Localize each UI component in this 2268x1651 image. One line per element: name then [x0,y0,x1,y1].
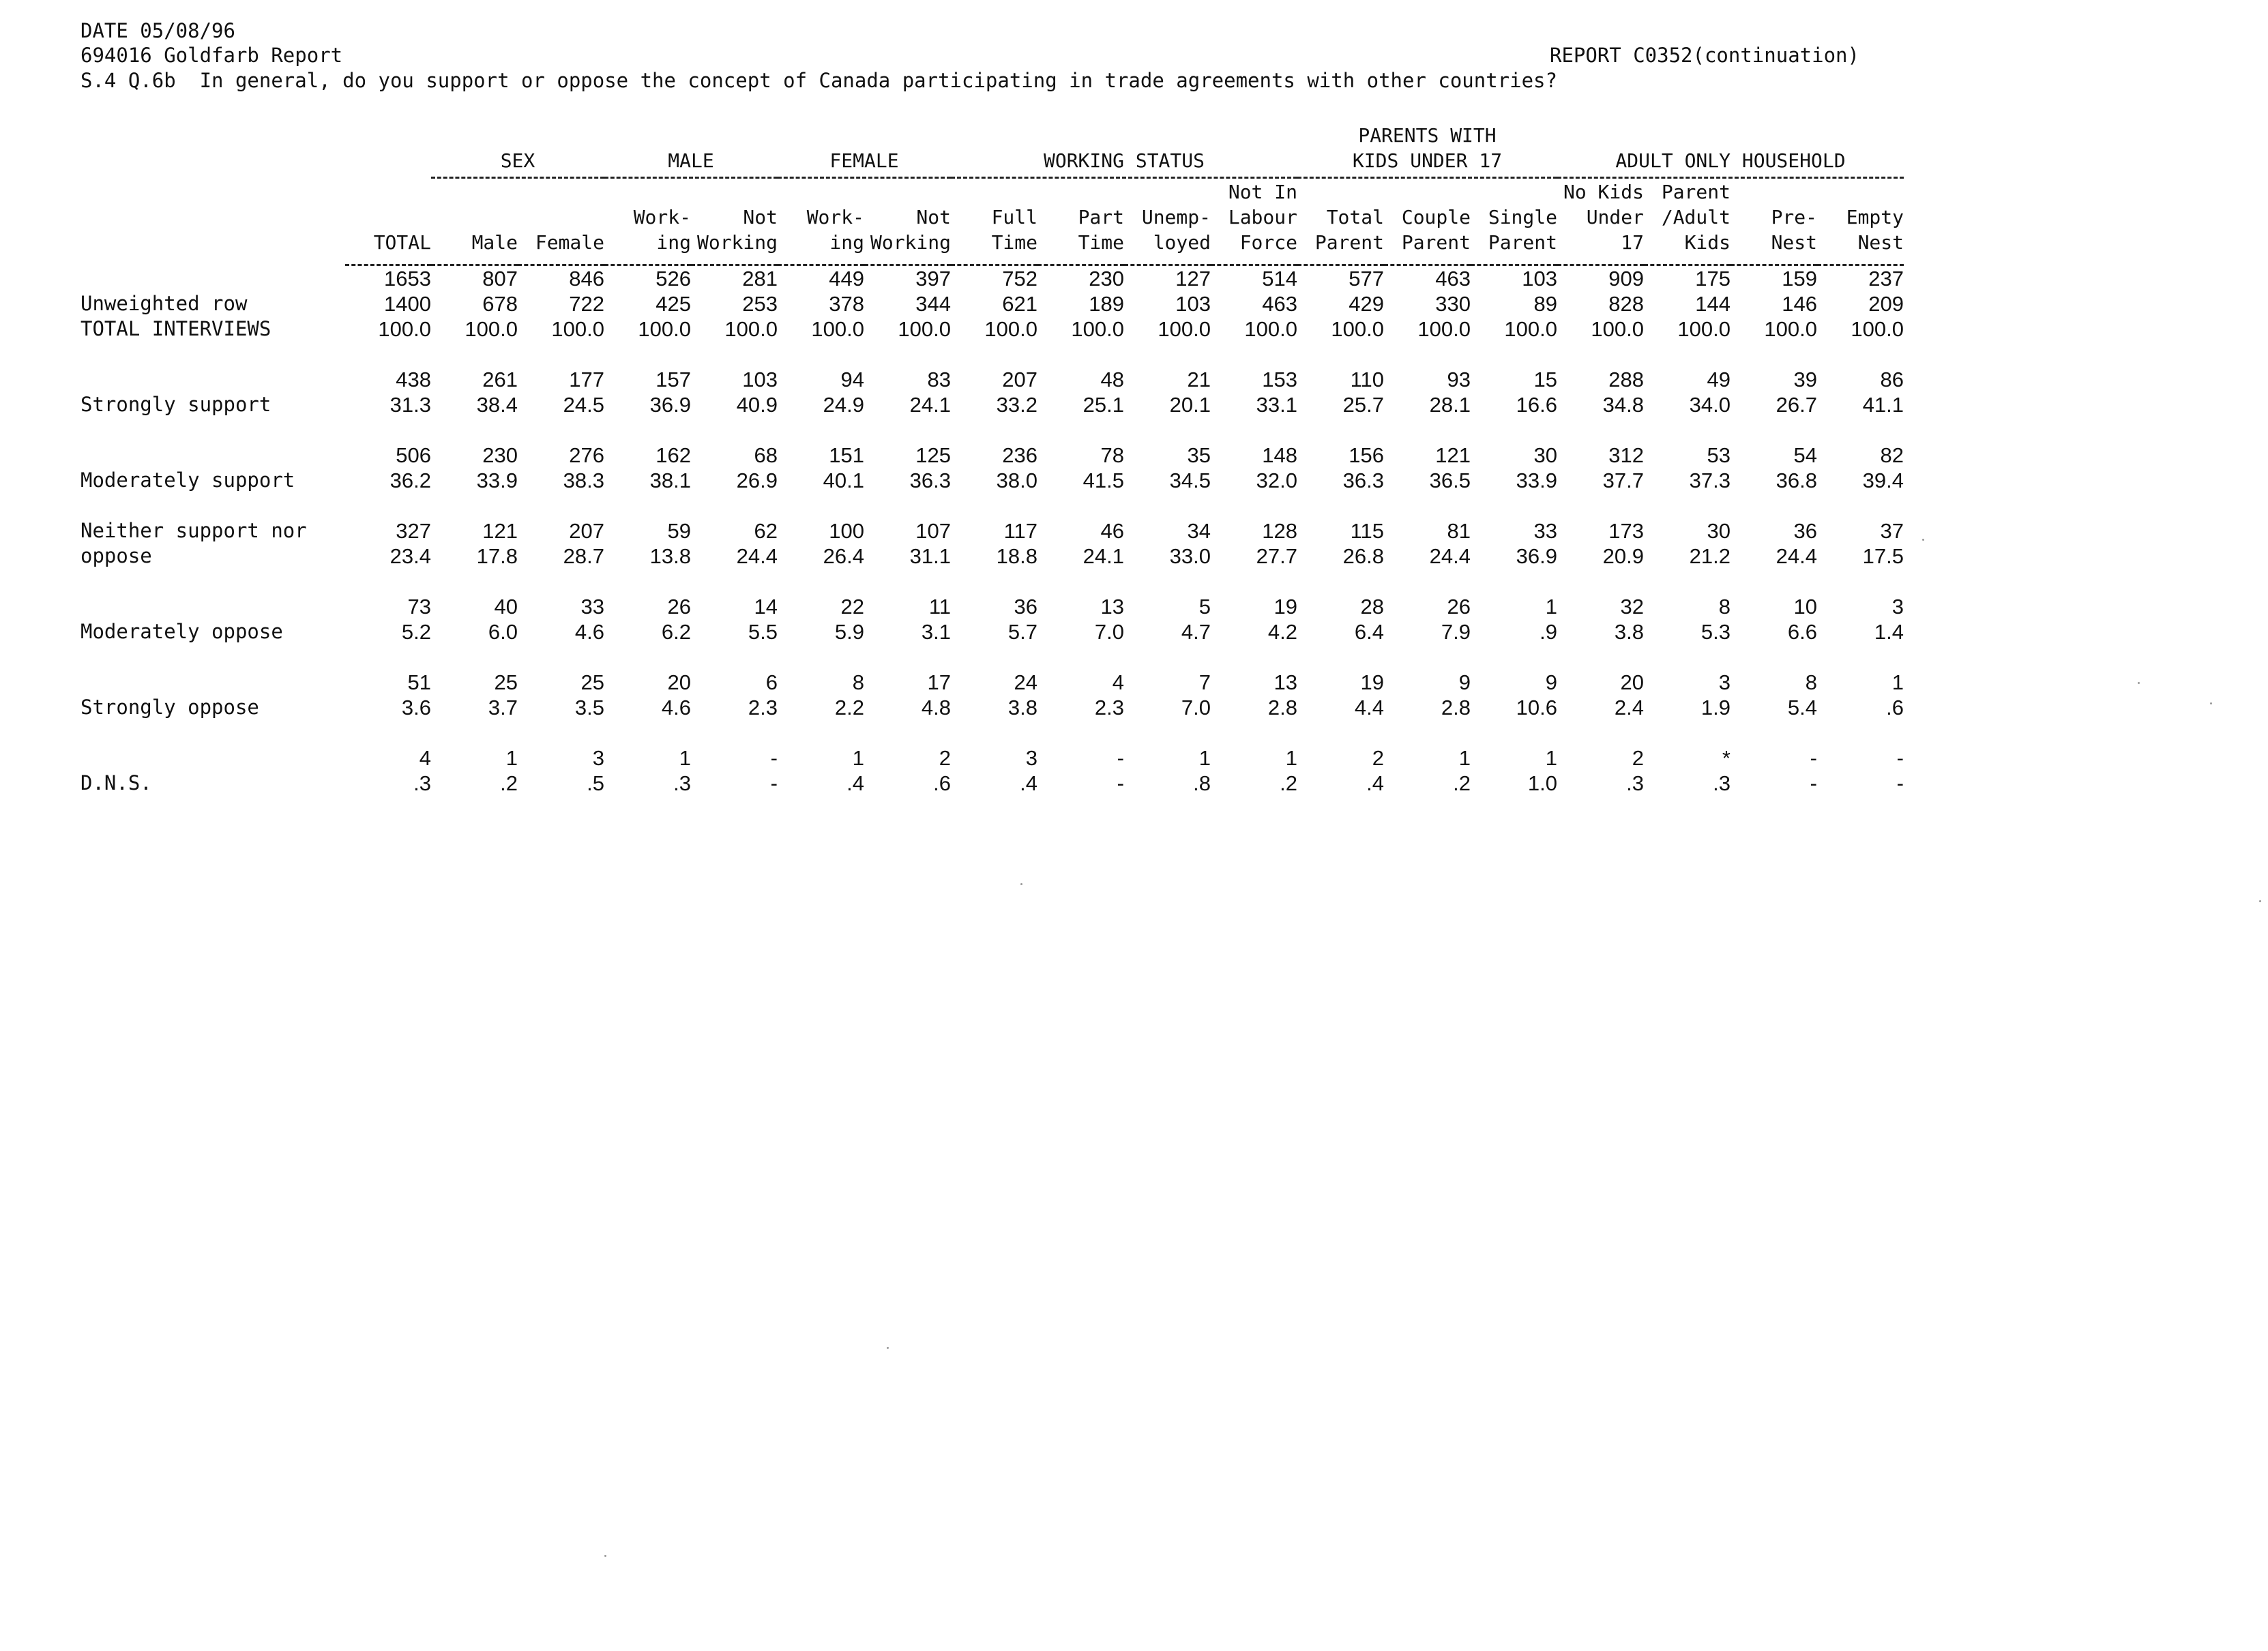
column-header: Female [535,231,604,254]
data-cell: 15 16.6 [1516,368,1557,417]
data-cell: 1 .2 [1280,746,1297,795]
group-header-total [345,120,431,173]
data-cell: 526 425 100.0 [638,267,691,341]
data-cell: 312 37.7 [1602,443,1644,492]
scan-speck [2138,682,2140,684]
column-header: Single Parent [1488,206,1557,254]
data-cell: 127 103 100.0 [1158,267,1211,341]
table-body [80,266,1904,796]
data-cell: 156 36.3 [1342,443,1384,492]
column-header-row [80,179,1904,255]
row-spacer [80,720,1904,745]
scan-speck [1020,883,1022,885]
data-cell: 49 34.0 [1689,368,1731,417]
data-cell: 1 .2 [500,746,518,795]
data-cell: 157 36.9 [649,368,691,417]
data-cell: 9 10.6 [1516,670,1557,719]
data-cell: 463 330 100.0 [1417,267,1471,341]
data-cell: 121 17.8 [476,519,518,568]
row-spacer [80,493,1904,518]
data-cell: 151 40.1 [823,443,864,492]
row-label: Unweighted row TOTAL INTERVIEWS [80,292,271,340]
data-cell: 110 25.7 [1342,368,1384,417]
column-underline [1297,255,1384,266]
data-cell: 33 36.9 [1516,519,1557,568]
data-cell: 93 28.1 [1429,368,1471,417]
data-cell: 13 2.8 [1267,670,1297,719]
column-underline [518,255,604,266]
data-cell: 53 37.3 [1689,443,1731,492]
data-cell: 20 2.4 [1614,670,1644,719]
data-cell: 51 3.6 [401,670,431,719]
data-cell: 175 144 100.0 [1677,267,1731,341]
data-cell: 276 38.3 [563,443,604,492]
group-header-parents: PARENTS WITH KIDS UNDER 17 [1352,124,1503,172]
row-label: Strongly oppose [80,696,259,719]
data-cell: 1 .9 [1540,595,1557,644]
column-header: Part Time [1078,206,1124,254]
data-cell: 26 7.9 [1441,595,1471,644]
data-cell: 11 3.1 [921,595,951,644]
row-label: Neither support nor oppose [80,519,307,567]
column-header: Work- ing [633,206,691,254]
column-header: Work- ing [806,206,864,254]
data-cell: 2 .6 [933,746,951,795]
data-cell: 20 4.6 [661,670,691,719]
column-underline [604,255,691,266]
data-cell: 8 5.4 [1787,670,1817,719]
data-cell: 752 621 100.0 [984,267,1037,341]
column-underline [864,255,951,266]
scan-speck [2259,900,2261,902]
data-cell: 73 5.2 [401,595,431,644]
data-cell: 807 678 100.0 [465,267,518,341]
scan-speck [2210,702,2212,704]
column-header: Not In Labour Force [1228,181,1297,254]
data-cell: 162 38.1 [649,443,691,492]
data-cell: 19 4.2 [1267,595,1297,644]
data-cell: 78 41.5 [1083,443,1124,492]
column-underline [431,255,518,266]
data-cell: 125 36.3 [909,443,951,492]
column-underline [1211,255,1297,266]
data-cell: 94 24.9 [823,368,864,417]
data-cell: 48 25.1 [1083,368,1124,417]
data-cell: 1653 1400 100.0 [378,267,431,341]
column-header: Parent /Adult Kids [1661,181,1731,254]
group-underline-row [80,173,1904,179]
data-cell: 159 146 100.0 [1764,267,1817,341]
data-cell: 506 36.2 [389,443,431,492]
row-spacer [80,417,1904,443]
column-header: Not Working [870,206,951,254]
data-cell: 24 3.8 [1007,670,1037,719]
data-cell: - - [1117,746,1124,795]
table-row [80,367,1904,417]
data-cell: 103 40.9 [736,368,778,417]
column-header-stub [80,179,345,255]
scan-speck [1922,539,1924,541]
data-cell: * .3 [1713,746,1731,795]
scan-speck [604,1555,606,1557]
data-cell: 33 4.6 [574,595,604,644]
table-row [80,594,1904,644]
column-underline [1731,255,1817,266]
data-cell: 14 5.5 [748,595,778,644]
data-cell: 115 26.8 [1342,519,1384,568]
data-cell: 449 378 100.0 [811,267,864,341]
data-cell: 173 20.9 [1602,519,1644,568]
data-cell: 30 21.2 [1689,519,1731,568]
data-cell: 17 4.8 [921,670,951,719]
data-cell: - - [1896,746,1904,795]
data-cell: 128 27.7 [1256,519,1297,568]
data-cell: 1 .4 [846,746,864,795]
column-header: No Kids Under 17 [1563,181,1644,254]
group-underline [1557,173,1904,179]
column-underline [1557,255,1644,266]
data-cell: 6 2.3 [748,670,778,719]
data-cell: 1 1.0 [1527,746,1557,795]
data-cell: 1 .3 [673,746,691,795]
data-cell: 230 189 100.0 [1071,267,1124,341]
data-cell: 25 3.7 [488,670,518,719]
data-cell: 327 23.4 [389,519,431,568]
column-header: TOTAL [373,231,431,254]
group-underline [431,173,604,179]
group-underline [951,173,1297,179]
column-underline [1817,255,1904,266]
data-cell: 397 344 100.0 [898,267,951,341]
data-cell: 36 24.4 [1776,519,1817,568]
data-cell: 39 26.7 [1776,368,1817,417]
report-name: 694016 Goldfarb Report [80,44,343,67]
data-cell: 21 20.1 [1169,368,1211,417]
data-cell: 1 .8 [1193,746,1211,795]
data-cell: 148 32.0 [1256,443,1297,492]
data-cell: - - [1810,746,1817,795]
data-cell: 40 6.0 [488,595,518,644]
data-cell: 153 33.1 [1256,368,1297,417]
group-header-working-status: WORKING STATUS [1043,149,1205,172]
group-header-stub [80,120,345,173]
data-cell: 261 38.4 [476,368,518,417]
data-cell: 3 1.4 [1874,595,1904,644]
data-cell: 121 36.5 [1429,443,1471,492]
data-cell: 35 34.5 [1169,443,1211,492]
column-underline-row [80,255,1904,266]
data-cell: 25 3.5 [574,670,604,719]
data-cell: 83 24.1 [909,368,951,417]
data-cell: 2 .3 [1626,746,1644,795]
table-row [80,443,1904,493]
data-cell: 1 .6 [1886,670,1904,719]
data-cell: 59 13.8 [649,519,691,568]
group-underline [778,173,951,179]
data-cell: 288 34.8 [1602,368,1644,417]
data-cell: 100 26.4 [823,519,864,568]
data-cell: 3 .5 [587,746,604,795]
data-cell: 32 3.8 [1614,595,1644,644]
row-label: Moderately oppose [80,620,283,643]
column-header: Male [471,231,518,254]
row-spacer [80,569,1904,594]
column-underline [778,255,864,266]
data-cell: 46 24.1 [1083,519,1124,568]
report-date: DATE 05/08/96 [80,19,235,42]
data-cell: 207 33.2 [996,368,1037,417]
data-cell: 54 36.8 [1776,443,1817,492]
data-cell: 34 33.0 [1169,519,1211,568]
group-underline [604,173,778,179]
table-row [80,518,1904,569]
data-cell: 9 2.8 [1441,670,1471,719]
data-cell: 30 33.9 [1516,443,1557,492]
group-header-row [80,120,1904,173]
data-cell: 28 6.4 [1354,595,1384,644]
data-cell: 3 .4 [1020,746,1037,795]
data-cell: 107 31.1 [909,519,951,568]
data-cell: 281 253 100.0 [724,267,778,341]
data-cell: 1 .2 [1453,746,1471,795]
data-cell: 22 5.9 [834,595,864,644]
data-cell: 36 5.7 [1007,595,1037,644]
group-header-female: FEMALE [829,149,899,172]
data-cell: 5 4.7 [1181,595,1211,644]
data-cell: - - [770,746,778,795]
data-cell: 81 24.4 [1429,519,1471,568]
data-cell: 117 18.8 [996,519,1037,568]
data-cell: 13 7.0 [1094,595,1124,644]
data-cell: 230 33.9 [476,443,518,492]
data-cell: 68 26.9 [736,443,778,492]
data-cell: 19 4.4 [1354,670,1384,719]
scan-speck [887,1347,889,1349]
row-label: Strongly support [80,393,271,416]
column-underline [1471,255,1557,266]
report-id: REPORT C0352(continuation) [1550,44,1859,67]
column-underline [951,255,1037,266]
column-header: Empty Nest [1846,206,1904,254]
group-underline [1297,173,1557,179]
column-underline [1644,255,1731,266]
column-header: Not Working [696,206,778,254]
data-cell: 514 463 100.0 [1244,267,1297,341]
data-cell: 8 2.2 [834,670,864,719]
row-spacer [80,342,1904,367]
data-cell: 8 5.3 [1700,595,1731,644]
row-label: Moderately support [80,468,295,492]
group-header-male: MALE [668,149,714,172]
data-cell: 577 429 100.0 [1331,267,1384,341]
data-cell: 438 31.3 [389,368,431,417]
data-cell: 2 .4 [1366,746,1384,795]
data-cell: 10 6.6 [1787,595,1817,644]
column-header: Full Time [991,206,1037,254]
table-row [80,745,1904,796]
data-cell: 86 41.1 [1862,368,1904,417]
table-row [80,266,1904,342]
question-text: S.4 Q.6b In general, do you support or oppose the concept of Canada participating in trade agreements with other countries? [80,69,1557,92]
column-header: Couple Parent [1401,206,1471,254]
data-cell: 207 28.7 [563,519,604,568]
column-underline [691,255,778,266]
crosstab-table [80,120,1904,796]
column-underline [1037,255,1124,266]
column-underline [1124,255,1211,266]
data-cell: 103 89 100.0 [1504,267,1557,341]
column-header: Pre- Nest [1771,206,1817,254]
column-underline [345,255,431,266]
row-spacer [80,644,1904,670]
data-cell: 909 828 100.0 [1591,267,1644,341]
row-label: D.N.S. [80,771,152,794]
column-header: Unemp- loyed [1141,206,1211,254]
group-header-sex: SEX [500,149,535,172]
data-cell: 7 7.0 [1181,670,1211,719]
data-cell: 4 .3 [413,746,431,795]
data-cell: 26 6.2 [661,595,691,644]
group-header-adult-only: ADULT ONLY HOUSEHOLD [1615,149,1846,172]
data-cell: 4 2.3 [1094,670,1124,719]
data-cell: 37 17.5 [1862,519,1904,568]
data-cell: 236 38.0 [996,443,1037,492]
data-cell: 846 722 100.0 [551,267,604,341]
data-cell: 82 39.4 [1862,443,1904,492]
column-header: Total Parent [1314,206,1384,254]
data-cell: 237 209 100.0 [1851,267,1904,341]
table-row [80,670,1904,720]
data-cell: 62 24.4 [736,519,778,568]
column-underline [1384,255,1471,266]
data-cell: 3 1.9 [1700,670,1731,719]
data-cell: 177 24.5 [563,368,604,417]
